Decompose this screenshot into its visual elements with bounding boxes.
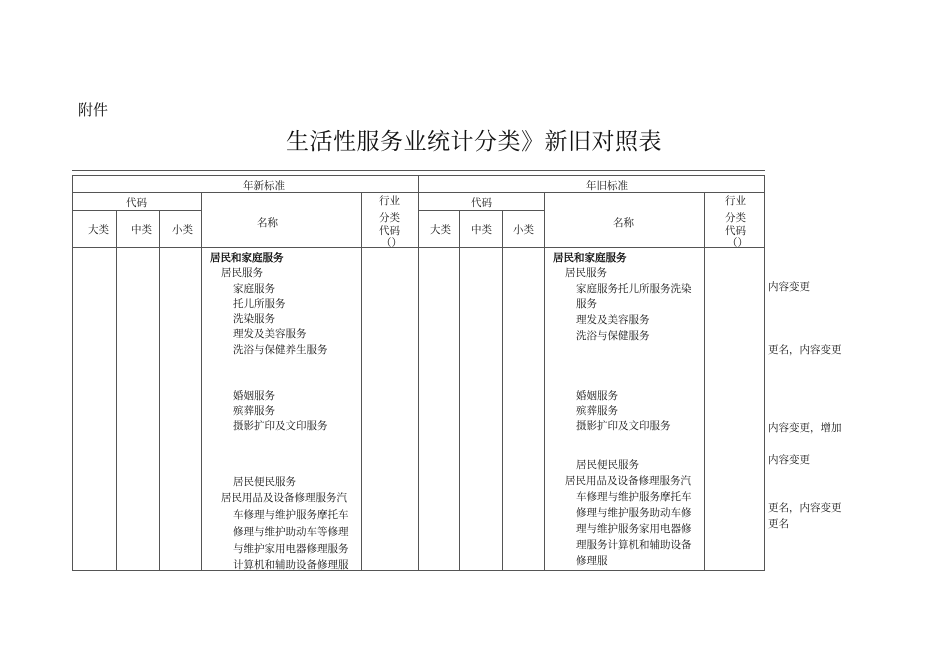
new-col-major: 大类 bbox=[88, 224, 109, 236]
col-divider bbox=[201, 192, 202, 571]
old-row: 居民便民服务 bbox=[576, 459, 639, 471]
new-row: 居民用品及设备修理服务汽 bbox=[221, 492, 347, 504]
change-note: 内容变更 bbox=[768, 454, 810, 466]
old-code-header: 代码 bbox=[471, 197, 492, 209]
old-col-minor: 小类 bbox=[513, 224, 534, 236]
new-row: 理发及美容服务 bbox=[233, 328, 307, 340]
old-row: 殡葬服务 bbox=[576, 405, 618, 417]
old-row: 婚姻服务 bbox=[576, 390, 618, 402]
new-row: 与维护家用电器修理服务 bbox=[233, 543, 349, 555]
table-right-border bbox=[764, 175, 765, 571]
old-row: 居民服务 bbox=[565, 267, 607, 279]
old-code-header-border bbox=[418, 210, 544, 211]
old-industry-code-line2: 分类 bbox=[725, 212, 746, 224]
old-row: 修理与维护服务助动车修 bbox=[576, 507, 692, 519]
old-row: 居民和家庭服务 bbox=[553, 252, 627, 264]
old-row: 理发及美容服务 bbox=[576, 314, 650, 326]
old-industry-code-line1: 行业 bbox=[725, 195, 746, 207]
attachment-label: 附件 bbox=[78, 101, 109, 119]
col-divider bbox=[116, 210, 117, 571]
old-industry-code-line4: （） bbox=[727, 237, 748, 249]
new-row: 婚姻服务 bbox=[233, 390, 275, 402]
change-note: 更名，内容变更 bbox=[768, 502, 842, 514]
old-row: 修理服 bbox=[576, 555, 608, 567]
col-divider bbox=[159, 210, 160, 571]
new-col-name: 名称 bbox=[257, 217, 278, 229]
change-note: 内容变更，增加 bbox=[768, 422, 842, 434]
old-col-major: 大类 bbox=[430, 224, 451, 236]
old-col-name: 名称 bbox=[613, 217, 634, 229]
new-row: 洗浴与保健养生服务 bbox=[233, 344, 328, 356]
old-row: 家庭服务托儿所服务洗染 bbox=[576, 283, 692, 295]
new-col-medium: 中类 bbox=[131, 224, 152, 236]
new-row: 计算机和辅助设备修理服 bbox=[233, 559, 349, 571]
old-row: 理与维护服务家用电器修 bbox=[576, 523, 692, 535]
change-note: 更名，内容变更 bbox=[768, 344, 842, 356]
col-divider bbox=[459, 210, 460, 571]
change-note: 内容变更 bbox=[768, 281, 810, 293]
new-row: 居民便民服务 bbox=[233, 476, 296, 488]
old-row: 服务 bbox=[576, 298, 597, 310]
new-row: 车修理与维护服务摩托车 bbox=[233, 509, 349, 521]
new-industry-code-line4: （） bbox=[381, 237, 402, 249]
change-note: 更名 bbox=[768, 518, 789, 530]
col-divider bbox=[361, 192, 362, 571]
new-code-header: 代码 bbox=[126, 197, 147, 209]
new-col-minor: 小类 bbox=[172, 224, 193, 236]
new-row: 家庭服务 bbox=[233, 283, 275, 295]
new-industry-code-line2: 分类 bbox=[379, 212, 400, 224]
col-divider bbox=[502, 210, 503, 571]
document-title: 生活性服务业统计分类》新旧对照表 bbox=[286, 129, 662, 155]
old-col-medium: 中类 bbox=[471, 224, 492, 236]
old-row: 居民用品及设备修理服务汽 bbox=[565, 475, 691, 487]
new-row: 洗染服务 bbox=[233, 313, 275, 325]
col-divider bbox=[544, 192, 545, 571]
table-top-border bbox=[72, 170, 765, 171]
new-standard-header: 年新标准 bbox=[243, 180, 285, 192]
new-industry-code-line3: 代码 bbox=[379, 225, 400, 237]
new-row: 修理与维护助动车等修理 bbox=[233, 526, 349, 538]
new-row: 居民服务 bbox=[221, 267, 263, 279]
old-row: 理服务计算机和辅助设备 bbox=[576, 539, 692, 551]
old-row: 车修理与维护服务摩托车 bbox=[576, 491, 692, 503]
new-row: 摄影扩印及文印服务 bbox=[233, 420, 328, 432]
new-code-header-border bbox=[72, 210, 201, 211]
new-row: 殡葬服务 bbox=[233, 405, 275, 417]
old-industry-code-line3: 代码 bbox=[725, 225, 746, 237]
old-row: 摄影扩印及文印服务 bbox=[576, 420, 671, 432]
new-old-divider bbox=[418, 175, 419, 571]
old-row: 洗浴与保健服务 bbox=[576, 330, 650, 342]
new-industry-code-line1: 行业 bbox=[379, 195, 400, 207]
table-left-border bbox=[72, 175, 73, 571]
new-row: 居民和家庭服务 bbox=[210, 252, 284, 264]
old-standard-header: 年旧标准 bbox=[586, 180, 628, 192]
col-divider bbox=[704, 192, 705, 571]
new-row: 托儿所服务 bbox=[233, 298, 286, 310]
